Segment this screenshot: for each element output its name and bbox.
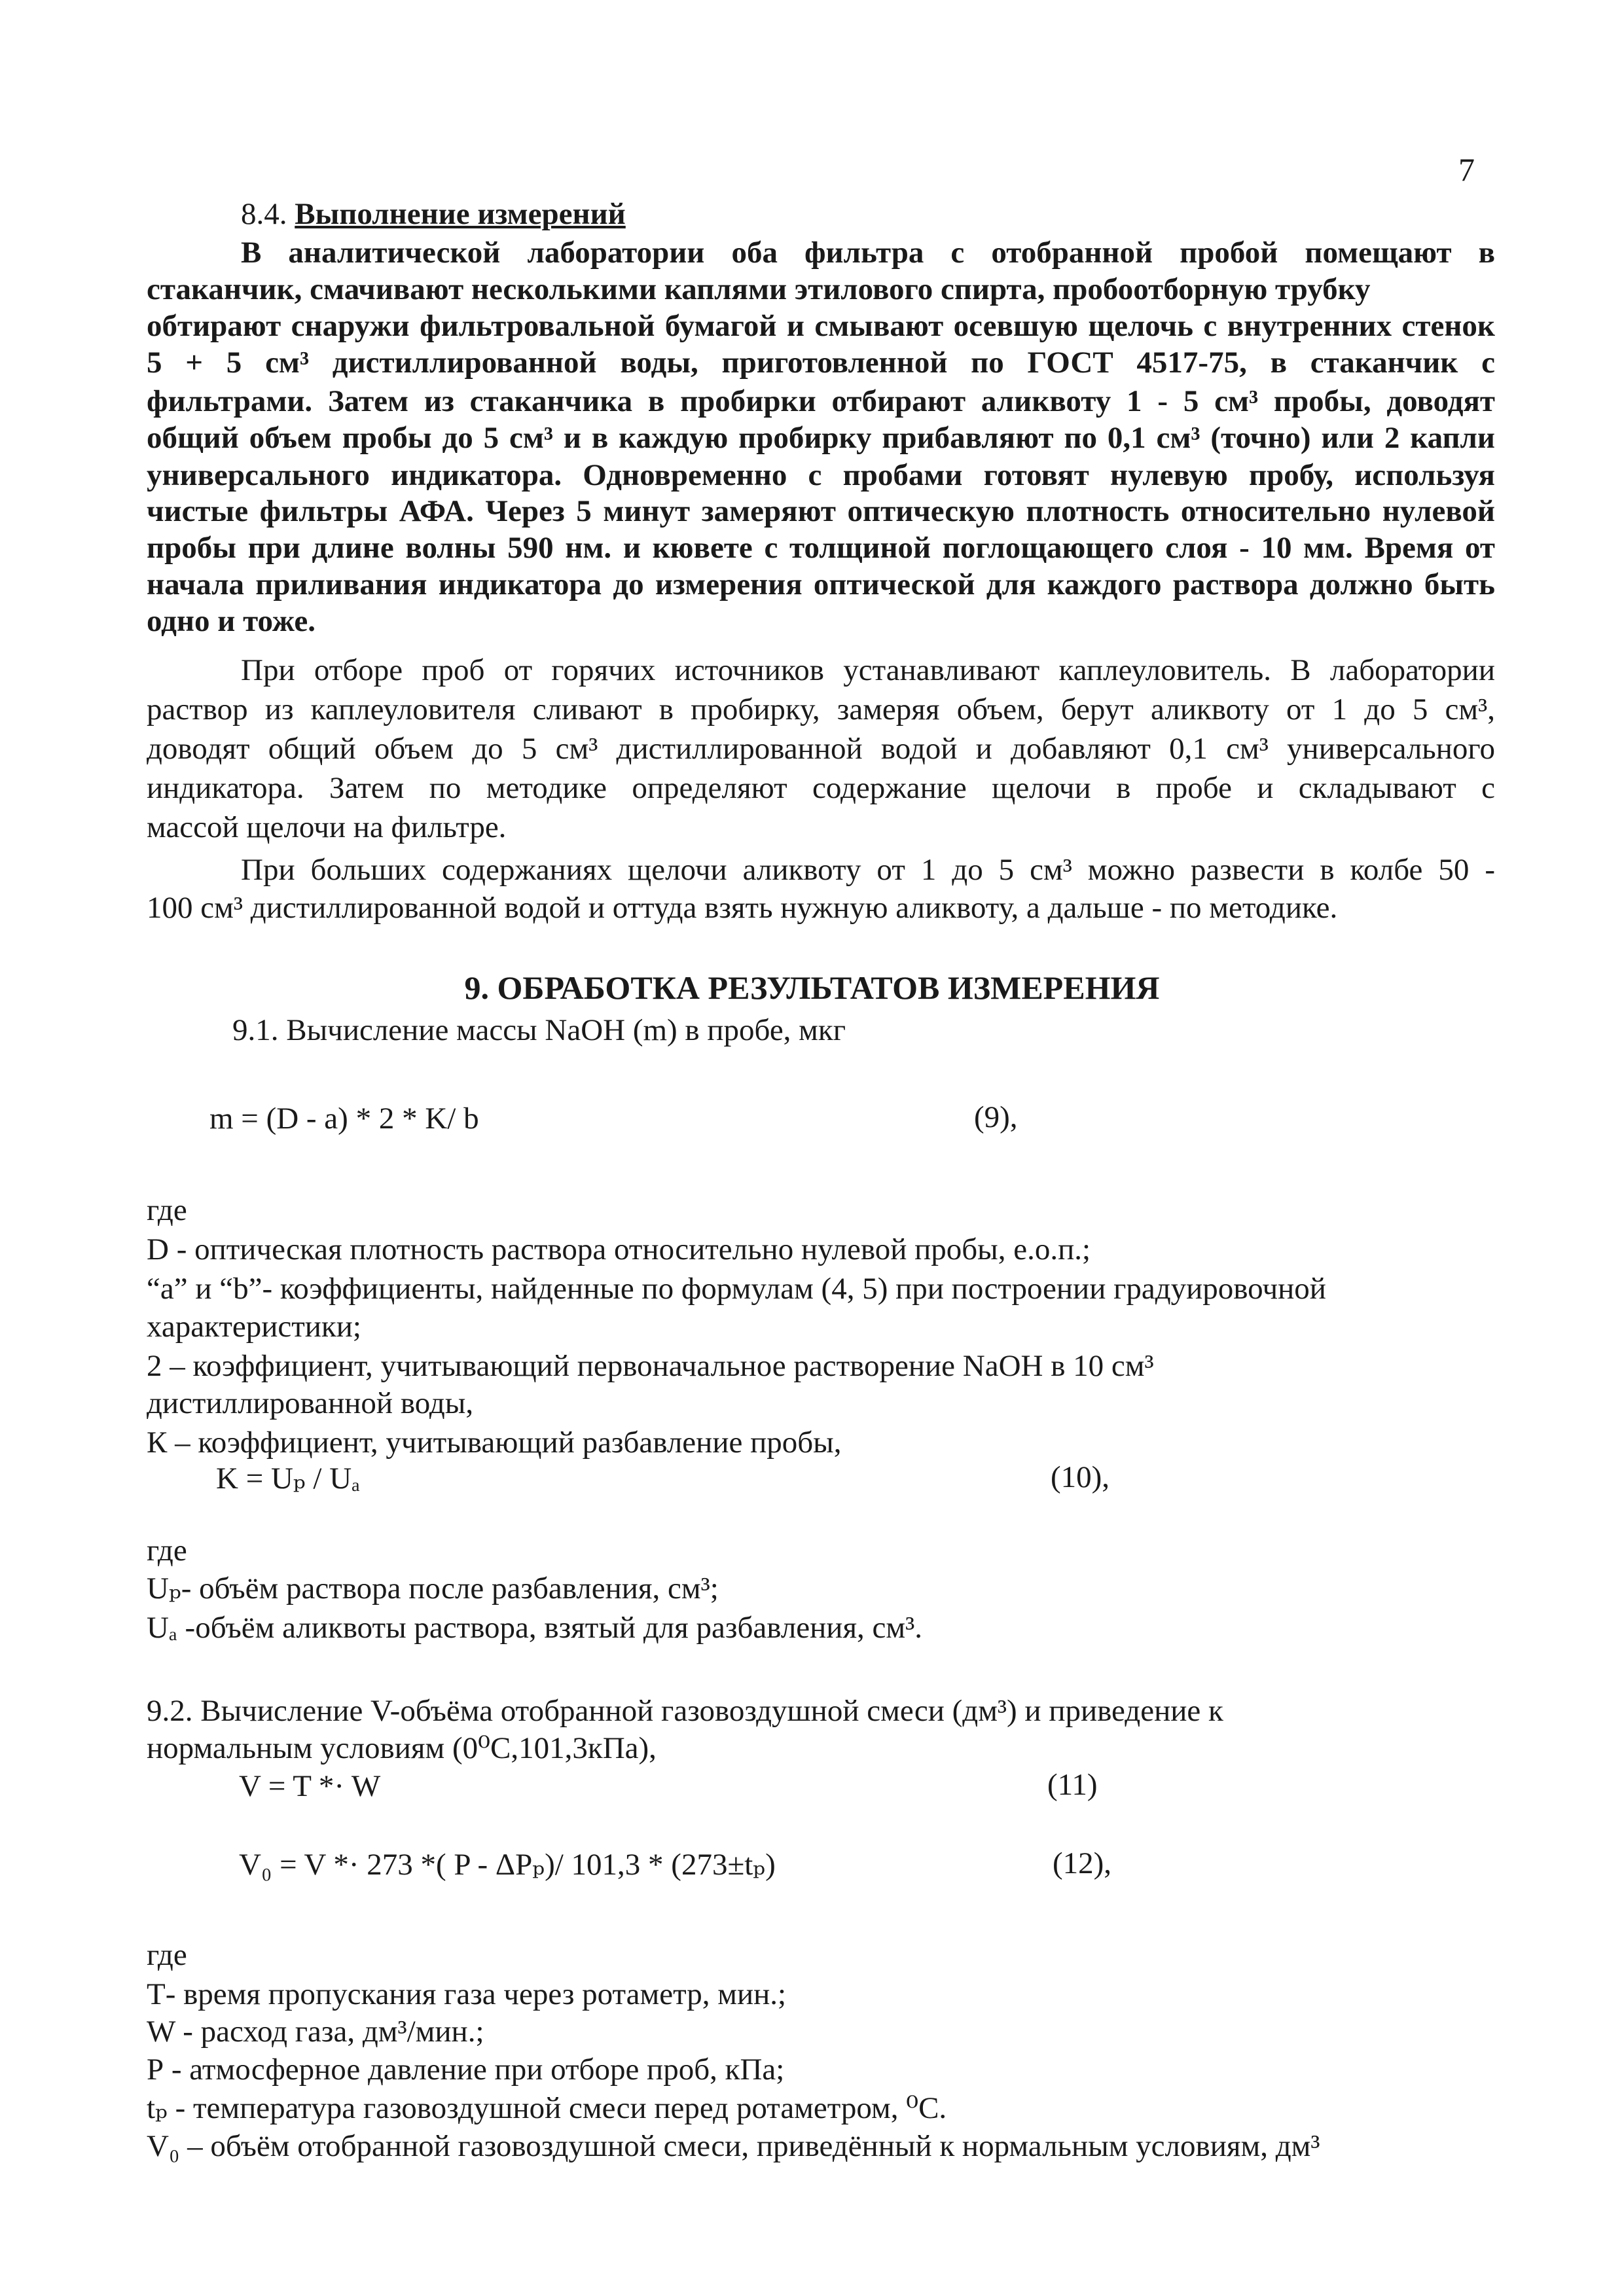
text-line: 9.2. Вычисление V-объёма отобранной газовоздушной смеси (дм³) и приведение к [147,1694,1223,1728]
page-number: 7 [1458,151,1475,188]
equation-9: m = (D - a) * 2 * K/ b [209,1102,479,1136]
equation-11-number: (11) [1047,1768,1098,1802]
definition-line: D - оптическая плотность раствора относительно нулевой пробы, е.о.п.; [147,1232,1091,1266]
equation-12: V₀ = V *· 273 *( P - ΔPₚ)/ 101,3 * (273±tₚ) [239,1848,776,1882]
definition-line: Р - атмосферное давление при отборе проб, кПа; [147,2053,785,2087]
definition-line: дистиллированной воды, [147,1386,474,1420]
definition-line: Uₐ -объём аликвоты раствора, взятый для разбавления, см³. [147,1611,923,1645]
equation-10-number: (10), [1051,1460,1110,1494]
where-label: где [147,1193,187,1227]
text-line: нормальным условиям (0⁰С,101,3кПа), [147,1731,657,1765]
text-line: раствор из каплеуловителя сливают в пробирку, замеряя объем, берут аликвоту от 1 до 5 см³, [147,692,1495,726]
text-line: доводят общий объем до 5 см³ дистиллированной водой и добавляют 0,1 см³ универсального [147,732,1495,766]
text-line: 100 см³ дистиллированной водой и оттуда взять нужную аликвоту, а дальше - по методике. [147,891,1338,925]
text-line: 5 + 5 см³ дистиллированной воды, приготовленной по ГОСТ 4517-75, в стаканчик с [147,346,1495,380]
section-9-1-title: 9.1. Вычисление массы NaOH (m) в пробе, мкг [232,1013,846,1047]
equation-10: K = Uₚ / Uₐ [216,1462,361,1496]
definition-line: 2 – коэффициент, учитывающий первоначальное растворение NaOH в 10 см³ [147,1349,1154,1383]
text-line: универсального индикатора. Одновременно с пробами готовят нулевую пробу, используя [147,458,1495,492]
text-line: В аналитической лаборатории оба фильтра с отобранной пробой помещают в [241,236,1495,270]
equation-11: V = T *· W [239,1769,381,1803]
text-line: обтирают снаружи фильтровальной бумагой и смывают осевшую щелочь с внутренних стенок [147,309,1495,343]
section-8-4-title: Выполнение измерений [295,197,626,231]
text-line: фильтрами. Затем из стаканчика в пробирки отбирают аликвоту 1 - 5 см³ пробы, доводят [147,384,1495,418]
text-line: При больших содержаниях щелочи аликвоту от 1 до 5 см³ можно развести в колбе 50 - [241,853,1495,887]
section-8-4-heading [241,196,626,232]
section-9-title: 9. ОБРАБОТКА РЕЗУЛЬТАТОВ ИЗМЕРЕНИЯ [464,969,1160,1006]
text-line: При отборе проб от горячих источников устанавливают каплеуловитель. В лаборатории [241,653,1495,687]
definition-line: W - расход газа, дм³/мин.; [147,2015,484,2049]
definition-line: К – коэффициент, учитывающий разбавление пробы, [147,1426,842,1460]
text-line: массой щелочи на фильтре. [147,810,507,844]
text-line: общий объем пробы до 5 см³ и в каждую пробирку прибавляют по 0,1 см³ (точно) или 2 капли [147,421,1495,455]
where-label: где [147,1534,187,1568]
definition-line: Uₚ- объём раствора после разбавления, см³; [147,1571,719,1605]
equation-9-number: (9), [974,1100,1018,1134]
text-line: стаканчик, смачивают несколькими каплями этилового спирта, пробоотборную трубку [147,272,1371,306]
text-line: пробы при длине волны 590 нм. и кювете с толщиной поглощающего слоя - 10 мм. Время от [147,531,1495,565]
definition-line: характеристики; [147,1310,361,1344]
where-label: где [147,1938,187,1972]
definition-line: Т- время пропускания газа через ротаметр, мин.; [147,1977,787,2011]
definition-line: tₚ - температура газовоздушной смеси перед ротаметром, ⁰С. [147,2091,947,2125]
definition-line: V₀ – объём отобранной газовоздушной смеси, приведённый к нормальным условиям, дм³ [147,2129,1320,2163]
section-8-4-number: 8.4. [241,197,295,231]
text-line: чистые фильтры АФА. Через 5 минут замеряют оптическую плотность относительно нулевой [147,494,1495,528]
text-line: одно и тоже. [147,604,316,638]
equation-12-number: (12), [1053,1846,1112,1880]
definition-line: “a” и “b”- коэффициенты, найденные по формулам (4, 5) при построении градуировочной [147,1272,1326,1306]
text-line: начала приливания индикатора до измерения оптической для каждого раствора должно быть [147,567,1495,601]
text-line: индикатора. Затем по методике определяют содержание щелочи в пробе и складывают с [147,771,1495,805]
